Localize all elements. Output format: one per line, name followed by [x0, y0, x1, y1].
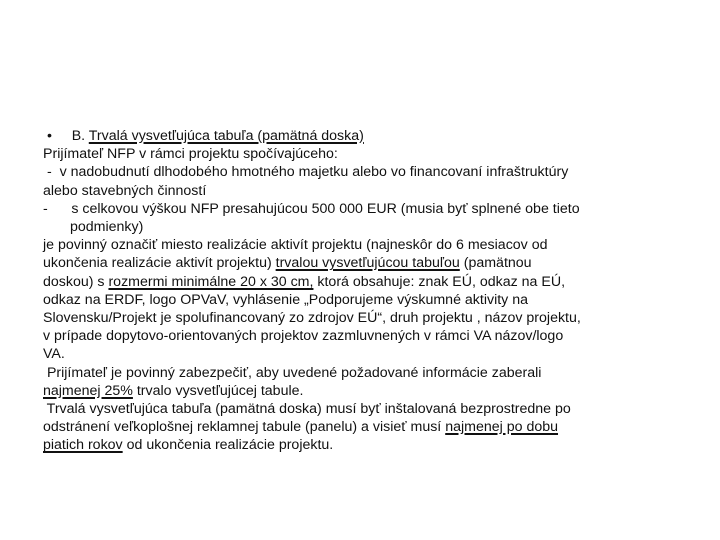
- slide-body: [43, 127, 683, 455]
- underlined-phrase: najmenej po dobu: [445, 419, 559, 436]
- list-item-2-line-1: - s celkovou výškou NFP presahujúcou 500 000 EUR (musia byť splnené obe tieto: [43, 200, 580, 217]
- list-item-1-line-2: alebo stavebných činností: [43, 182, 207, 199]
- intro-line: Prijímateľ NFP v rámci projektu spočívajúceho:: [43, 146, 338, 163]
- underlined-phrase: piatich rokov: [43, 437, 123, 454]
- para2-line-7: VA.: [43, 346, 65, 363]
- underlined-phrase: rozmermi minimálne 20 x 30 cm,: [108, 273, 314, 290]
- para2-line-4: odkaz na ERDF, logo OPVaV, vyhlásenie „Podporujeme výskumné aktivity na: [43, 291, 528, 308]
- dash: -: [43, 200, 48, 217]
- heading-prefix: B.: [71, 128, 89, 144]
- para4-line-3: piatich rokov od ukončenia realizácie projektu.: [43, 437, 334, 454]
- para2-line-1: je povinný označiť miesto realizácie aktivít projektu (najneskôr do 6 mesiacov od: [43, 237, 548, 254]
- para4-line-1: Trvalá vysvetľujúca tabuľa (pamätná doska) musí byť inštalovaná bezprostredne po: [43, 401, 571, 418]
- para3-line-1: Prijímateľ je povinný zabezpečiť, aby uvedené požadované informácie zaberali: [43, 364, 542, 381]
- heading-title: Trvalá vysvetľujúca tabuľa (pamätná doska): [88, 128, 364, 144]
- heading-line: [43, 127, 683, 145]
- para3-line-2: najmenej 25% trvalo vysvetľujúcej tabule.: [43, 382, 304, 399]
- para4-line-2: odstránení veľkoplošnej reklamnej tabule (panelu) a visieť musí najmenej po dobu: [43, 419, 559, 436]
- list-item-1-line-1: - v nadobudnutí dlhodobého hmotného majetku alebo vo financovaní infraštruktúry: [46, 164, 569, 181]
- dash: -: [46, 164, 52, 181]
- para2-line-2: ukončenia realizácie aktivít projektu) trvalou vysvetľujúcou tabuľou (pamätnou: [43, 255, 532, 272]
- para2-line-6: v prípade dopytovo-orientovaných projektov zazmluvnených v rámci VA názov/logo: [43, 328, 564, 345]
- para2-line-5: Slovensku/Projekt je spolufinancovaný zo zdrojov EÚ“, druh projektu , názov projektu,: [43, 310, 581, 327]
- list-item-2-line-2: podmienky): [70, 219, 144, 236]
- underlined-phrase: trvalou vysvetľujúcou tabuľou: [275, 255, 460, 272]
- bullet: •: [47, 128, 52, 144]
- underlined-phrase: najmenej 25%: [43, 382, 133, 399]
- para2-line-3: doskou) s rozmermi minimálne 20 x 30 cm, ktorá obsahuje: znak EÚ, odkaz na EÚ,: [43, 273, 566, 290]
